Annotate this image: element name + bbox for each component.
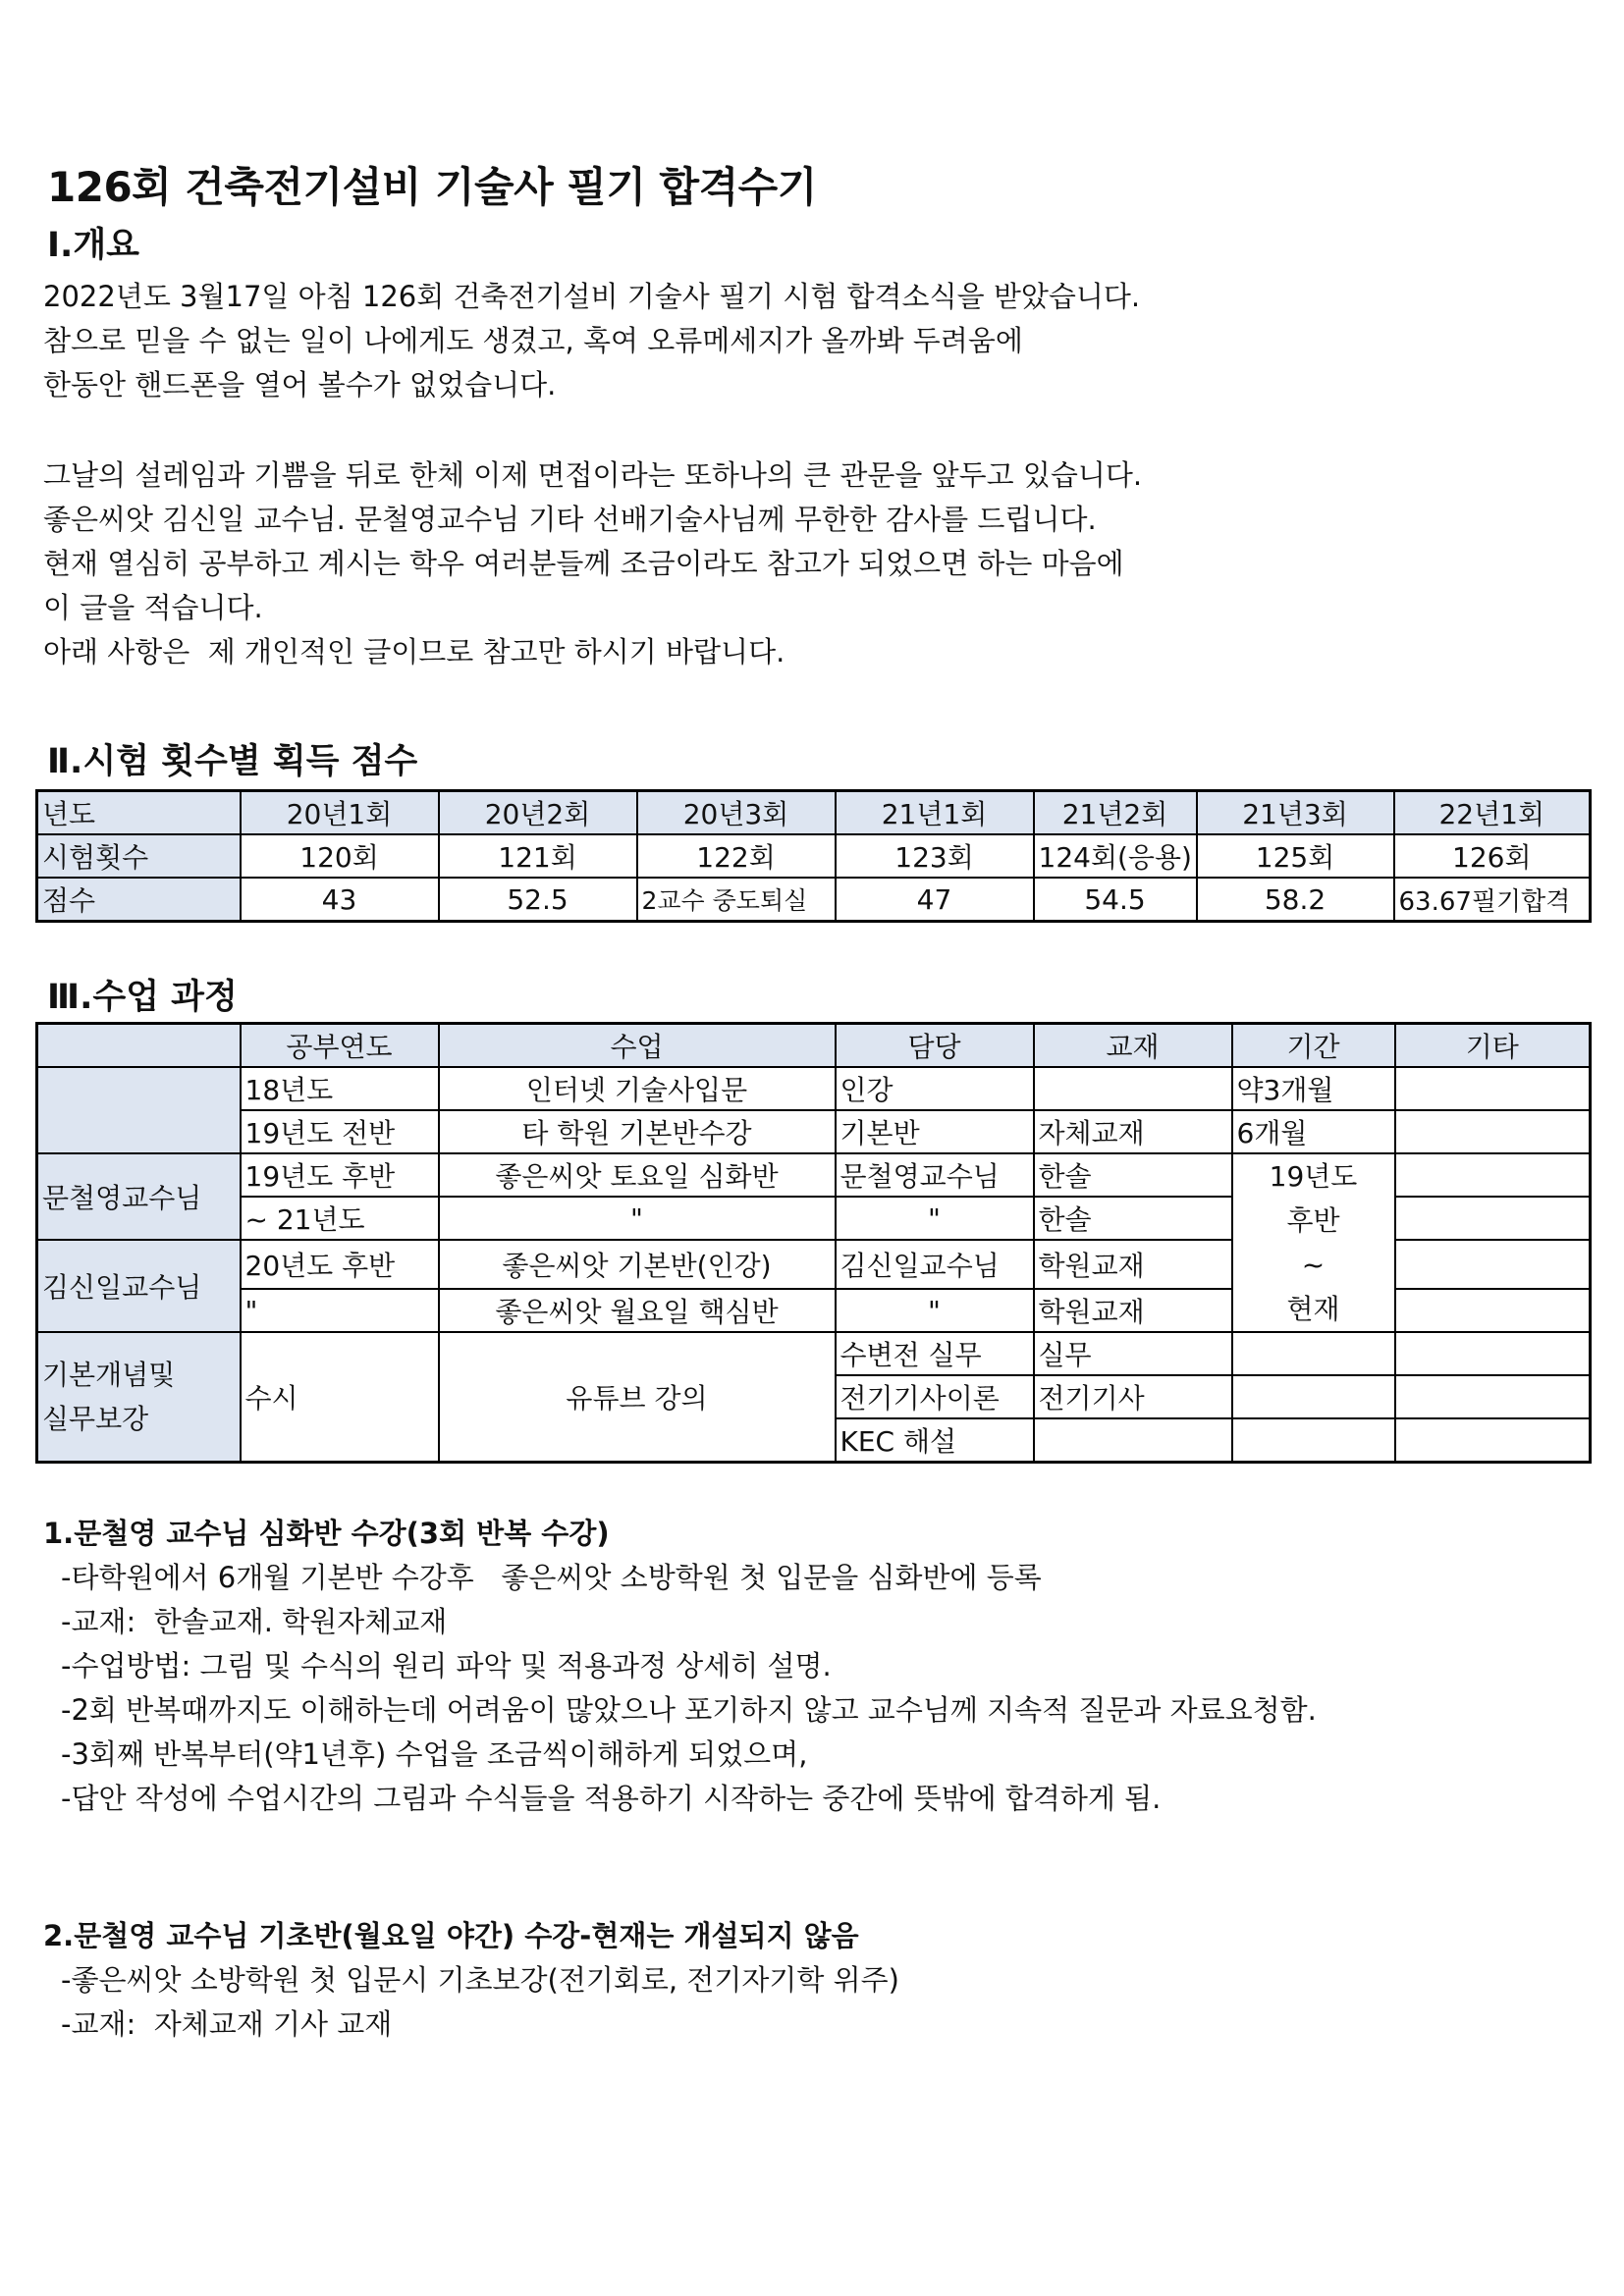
table-cell: 기본개념및 실무보강 <box>37 1332 241 1463</box>
list-item: -교재: 한솔교재. 학원자체교재 <box>61 1605 448 1638</box>
period-merged-cell <box>1232 1153 1395 1332</box>
table-cell: " <box>439 1197 836 1240</box>
table-row <box>37 1332 1591 1375</box>
table-cell: 교재 <box>1034 1024 1232 1068</box>
table-cell: " <box>836 1289 1034 1332</box>
table-cell: 좋은씨앗 기본반(인강) <box>439 1240 836 1289</box>
table-cell: 43 <box>241 878 439 922</box>
table-cell: 수업 <box>439 1024 836 1068</box>
study-section-2 <box>43 1914 899 2047</box>
document-title: 126회 건축전기설비 기술사 필기 합격수기 <box>47 163 817 211</box>
table-cell: 52.5 <box>439 878 637 922</box>
table-cell <box>37 1067 241 1153</box>
table-cell: 47 <box>836 878 1034 922</box>
table-cell: 수변전 실무 <box>836 1332 1034 1375</box>
table-cell: 기본반 <box>836 1110 1034 1153</box>
course-table <box>35 1022 1592 1464</box>
text-line: 이 글을 적습니다. <box>43 591 263 624</box>
text-line: 참으로 믿을 수 없는 일이 나에게도 생겼고, 혹여 오류메세지가 올까봐 두려움에 <box>43 324 1023 357</box>
table-cell: 한솔 <box>1034 1153 1232 1197</box>
table-row <box>37 834 1591 878</box>
text-line: 아래 사항은 제 개인적인 글이므로 참고만 하시기 바랍니다. <box>43 635 785 668</box>
table-cell: " <box>836 1197 1034 1240</box>
table-cell: 123회 <box>836 834 1034 878</box>
text-line: ~ <box>1301 1249 1326 1281</box>
table-cell: 21년2회 <box>1034 791 1197 835</box>
text-line: 그날의 설레임과 기쁨을 뒤로 한체 이제 면접이라는 또하나의 큰 관문을 앞두고 있습니다. <box>43 458 1143 492</box>
table-cell <box>1034 1067 1232 1110</box>
table-cell: 전기기사 <box>1034 1375 1232 1418</box>
table-cell: 타 학원 기본반수강 <box>439 1110 836 1153</box>
table-cell: 기간 <box>1232 1024 1395 1068</box>
overview-paragraph-2 <box>43 454 1142 674</box>
table-cell: 김신일교수님 <box>836 1240 1034 1289</box>
table-cell <box>37 1024 241 1068</box>
list-item: -교재: 자체교재 기사 교재 <box>61 2007 393 2041</box>
list-item: -좋은씨앗 소방학원 첫 입문시 기초보강(전기회로, 전기자기학 위주) <box>61 1963 899 1997</box>
table-cell: 21년3회 <box>1197 791 1394 835</box>
table-cell: 125회 <box>1197 834 1394 878</box>
table-cell <box>1395 1153 1591 1197</box>
table-cell: " <box>241 1289 439 1332</box>
table-cell: 좋은씨앗 토요일 심화반 <box>439 1153 836 1197</box>
table-cell: 58.2 <box>1197 878 1394 922</box>
table-cell: 124회(응용) <box>1034 834 1197 878</box>
text-line: 2022년도 3월17일 아침 126회 건축전기설비 기술사 필기 시험 합격소식을 받았습니다. <box>43 280 1141 313</box>
study-section-1 <box>43 1512 1317 1821</box>
table-cell: 20년1회 <box>241 791 439 835</box>
table-cell <box>1034 1418 1232 1463</box>
text-line: 후반 <box>1286 1204 1340 1237</box>
table-cell: 기타 <box>1395 1024 1591 1068</box>
table-cell: 121회 <box>439 834 637 878</box>
table-cell: 6개월 <box>1232 1110 1395 1153</box>
table-cell: 실무 <box>1034 1332 1232 1375</box>
table-cell <box>1395 1375 1591 1418</box>
table-cell: 2교수 중도퇴실 <box>637 878 836 922</box>
section-3-heading: Ⅲ.수업 과정 <box>47 978 238 1017</box>
table-cell: 좋은씨앗 월요일 핵심반 <box>439 1289 836 1332</box>
table-cell: 문철영교수님 <box>37 1153 241 1240</box>
table-cell: 수시 <box>241 1332 439 1463</box>
table-cell: ~ 21년도 <box>241 1197 439 1240</box>
table-cell: 김신일교수님 <box>37 1240 241 1332</box>
table-row <box>37 1024 1591 1068</box>
table-row <box>37 1110 1591 1153</box>
table-cell: 학원교재 <box>1034 1289 1232 1332</box>
table-cell <box>1395 1067 1591 1110</box>
table-cell: 학원교재 <box>1034 1240 1232 1289</box>
list-item: -2회 반복때까지도 이해하는데 어려움이 많았으나 포기하지 않고 교수님께 지속적 질문과 자료요청함. <box>61 1693 1317 1727</box>
table-cell: 19년도 전반 <box>241 1110 439 1153</box>
list-item: -타학원에서 6개월 기본반 수강후 좋은씨앗 소방학원 첫 입문을 심화반에 등록 <box>61 1561 1042 1594</box>
table-cell: 인터넷 기술사입문 <box>439 1067 836 1110</box>
table-cell: KEC 해설 <box>836 1418 1034 1463</box>
section-2-heading: Ⅱ.시험 횟수별 획득 점수 <box>47 742 418 781</box>
study-section-2-heading: 2.문철영 교수님 기초반(월요일 야간) 수강-현재는 개설되지 않음 <box>43 1919 859 1952</box>
list-item: -3회째 반복부터(약1년후) 수업을 조금씩이해하게 되었으며, <box>61 1737 808 1771</box>
table-cell <box>1395 1289 1591 1332</box>
table-cell: 126회 <box>1394 834 1591 878</box>
table-cell: 시험횟수 <box>37 834 241 878</box>
text-line: 19년도 <box>1269 1160 1358 1193</box>
table-row <box>37 791 1591 835</box>
list-item: -수업방법: 그림 및 수식의 원리 파악 및 적용과정 상세히 설명. <box>61 1649 832 1682</box>
table-cell: 20년도 후반 <box>241 1240 439 1289</box>
table-cell: 22년1회 <box>1394 791 1591 835</box>
table-cell: 년도 <box>37 791 241 835</box>
table-cell: 전기기사이론 <box>836 1375 1034 1418</box>
table-cell <box>1232 1418 1395 1463</box>
exam-score-table <box>35 789 1592 923</box>
table-cell: 자체교재 <box>1034 1110 1232 1153</box>
section-1-heading: Ⅰ.개요 <box>47 226 139 265</box>
study-section-1-heading: 1.문철영 교수님 심화반 수강(3회 반복 수강) <box>43 1517 610 1550</box>
text-line: 현재 <box>1286 1293 1340 1325</box>
table-cell: 담당 <box>836 1024 1034 1068</box>
table-cell: 18년도 <box>241 1067 439 1110</box>
table-cell: 54.5 <box>1034 878 1197 922</box>
table-cell: 유튜브 강의 <box>439 1332 836 1463</box>
overview-paragraph-1 <box>43 275 1140 407</box>
table-cell: 122회 <box>637 834 836 878</box>
table-cell: 120회 <box>241 834 439 878</box>
table-cell <box>1395 1332 1591 1375</box>
table-cell: 한솔 <box>1034 1197 1232 1240</box>
table-cell: 점수 <box>37 878 241 922</box>
table-cell: 공부연도 <box>241 1024 439 1068</box>
table-cell: 20년2회 <box>439 791 637 835</box>
table-cell <box>1395 1240 1591 1289</box>
table-cell: 20년3회 <box>637 791 836 835</box>
table-cell: 63.67필기합격 <box>1394 878 1591 922</box>
table-cell <box>1395 1110 1591 1153</box>
list-item: -답안 작성에 수업시간의 그림과 수식들을 적용하기 시작하는 중간에 뜻밖에 합격하게 됨. <box>61 1782 1162 1815</box>
table-row <box>37 1067 1591 1110</box>
table-cell: 약3개월 <box>1232 1067 1395 1110</box>
text-line: 좋은씨앗 김신일 교수님. 문철영교수님 기타 선배기술사님께 무한한 감사를 드립니다. <box>43 503 1097 536</box>
table-cell: 인강 <box>836 1067 1034 1110</box>
text-line: 한동안 핸드폰을 열어 볼수가 없었습니다. <box>43 368 557 401</box>
table-cell: 21년1회 <box>836 791 1034 835</box>
text-line: 현재 열심히 공부하고 계시는 학우 여러분들께 조금이라도 참고가 되었으면 하는 마음에 <box>43 547 1124 580</box>
table-cell <box>1232 1332 1395 1375</box>
table-cell <box>1395 1197 1591 1240</box>
table-cell <box>1232 1375 1395 1418</box>
table-cell: 19년도 후반 <box>241 1153 439 1197</box>
table-row <box>37 878 1591 922</box>
table-cell <box>1395 1418 1591 1463</box>
table-cell: 문철영교수님 <box>836 1153 1034 1197</box>
table-row <box>37 1153 1591 1197</box>
